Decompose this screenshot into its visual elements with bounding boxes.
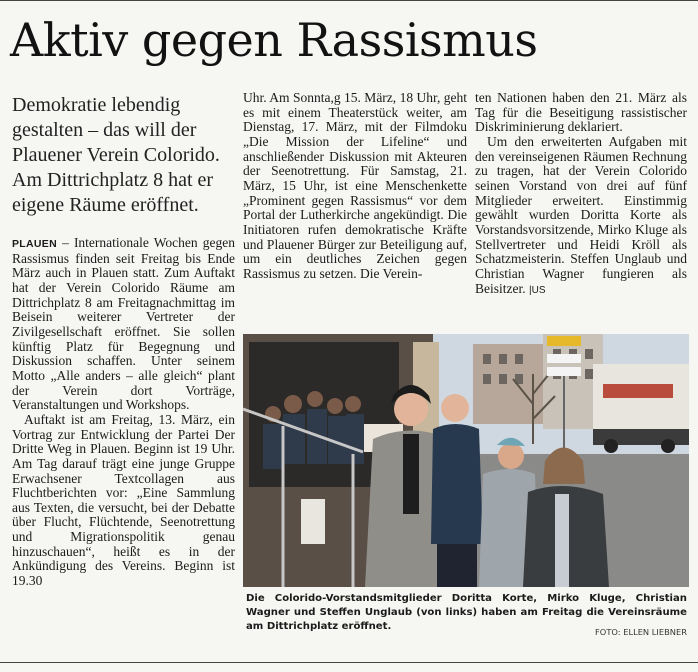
paragraph [475,135,687,298]
photo-truck [593,364,689,434]
bottom-rule [0,662,698,663]
top-rule [0,0,698,1]
dateline-separator: – [56,235,74,250]
deck-subheadline: Demokratie lebendig gestalten – das will der Plauener Verein Colorido. Am Dittrichplatz 8 hat er eigene Räume eröffnet. [12,94,220,216]
article-column-3 [475,91,687,298]
headline: Aktiv gegen Rassismus [10,13,538,67]
article-photo [243,334,689,587]
author-initials: |US [529,284,546,296]
photo-credit: FOTO: ELLEN LIEBNER [595,627,687,637]
paragraph [12,236,235,413]
dateline: PLAUEN [12,238,57,250]
article-column-1 [12,236,235,589]
paragraph: Auftakt ist am Freitag, 13. März, ein Vortrag zur Entwicklung der Partei Der Dritte Weg in Plauen. Beginn ist 19 Uhr. Am Tag darauf trägt eine junge Gruppe Erwachsener Textcollagen aus Fluchtberichten vor: „Eine Sammlung aus Texten, die versucht, bei der Debatte über Flucht, Flüchtende, Seenotrettung und Migrationspolitik genau hinzuschauen“, heißt es in der Ankündigung des Vereins. Beginn ist 19.30 [12,411,235,589]
paragraph: Uhr. Am Sonnta,g 15. März, 18 Uhr, geht es mit einem Theaterstück weiter, am Dienstag, 17. März, mit der Filmdoku „Die Mission der Lifeline“ und anschließender Diskussion mit Akteuren der Seenotrettung. Für Samstag, 21. März, 15 Uhr, ist eine Menschenkette „Prominent gegen Rassismus“ vor dem Portal der Lutherkirche angekündigt. Die Initiatoren rufen demokratische Kräfte und Plauener Bürger zur Beteiligung auf, um ein deutliches Zeichen gegen Rassismus zu setzen. Die Verein- [243,90,467,281]
photo-illustration [243,334,689,587]
article-column-2 [243,91,467,282]
photo-caption: Die Colorido-Vorstandsmitglieder Doritta Korte, Mirko Kluge, Christian Wagner und Steffen Unglaub (von links) haben am Freitag die Vereinsräume am Dittrichplatz eröffnet. [246,593,687,633]
paragraph: ten Nationen haben den 21. März als Tag für die Beseitigung rassistischer Diskriminierung deklariert. [475,90,687,135]
paragraph-text: Internationale Wochen gegen Rassismus finden seit Freitag bis Ende März auch in Plauen statt. Zum Auftakt hat der Verein Colorido Räume am Dittrichplatz 8 am Freitagnachmittag im Beisein weiterer Vertreter der Zivilgesellschaft eröffnet. Sie sollen künftig Platz für Begegnung und Diskussion schaffen. Unter seinem Motto „Alle anders – alle gleich“ plant der Verein dort Vorträge, Veranstaltungen und Workshops. [12,235,235,413]
paragraph-text: Um den erweiterten Aufgaben mit den vereinseigenen Räumen Rechnung zu tragen, hat der Verein Colorido seinen Vorstand von drei auf fünf Mitglieder erweitert. Einstimmig gewählt wurden Doritta Korte als Vorstandsvorsitzende, Mirko Kluge als Stellvertreter und Heidi Kröll als Schatzmeisterin. Steffen Unglaub und Christian Wagner fungieren als Beisitzer. [475,133,687,296]
